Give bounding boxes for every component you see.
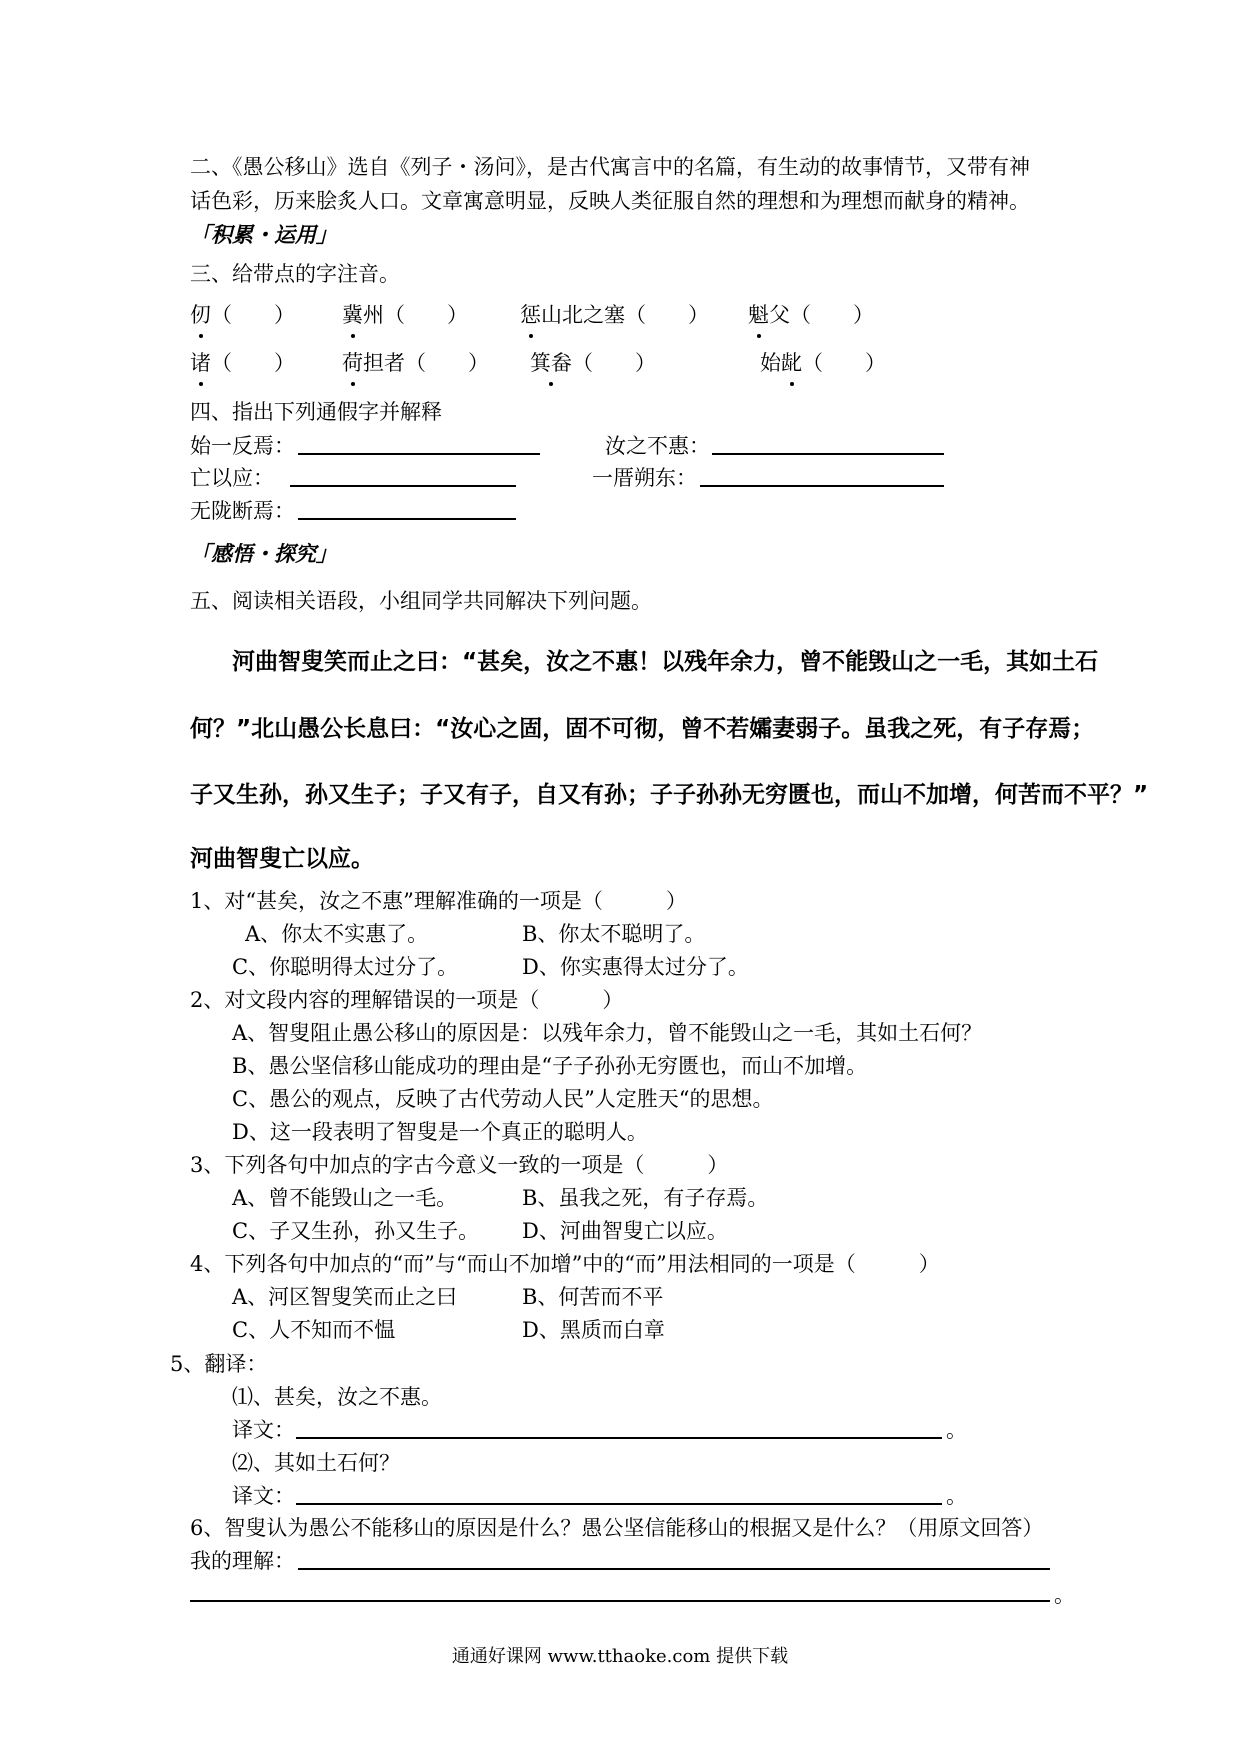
section3-title: 三、给带点的字注音。 [190,262,400,286]
question-5: 5、翻译： [170,1352,268,1376]
heading-accumulate: 「积累・运用」 [190,222,337,247]
section5-title: 五、阅读相关语段，小组同学共同解决下列问题。 [190,589,652,613]
tongjia-item: 始一反焉： [190,434,295,458]
question-2: 2、对文段内容的理解错误的一项是（ ） [190,988,624,1012]
passage-line: 河曲智叟亡以应。 [190,846,374,872]
answer-brackets[interactable]: 担者（ ） [363,351,489,375]
passage-line: 子又生孙，孙又生子；子又有子，自又有孙；子子孙孙无穷匮也，而山不加增，何苦而不平？” [190,782,1149,808]
pinyin-item [520,300,709,330]
dotted-char: 冀 [342,300,363,330]
dotted-char: 诸 [190,348,211,378]
pinyin-item [190,348,295,378]
option-a[interactable]: A、曾不能毁山之一毛。 [232,1186,458,1210]
answer-blank[interactable] [290,485,516,487]
translation-label: 译文： [232,1484,295,1508]
prefix-char: 始 [760,351,781,375]
period: 。 [946,1418,967,1442]
option-b[interactable]: B、你太不聪明了。 [522,922,706,946]
dotted-char: 荷 [342,348,363,378]
question-6: 6、智叟认为愚公不能移山的原因是什么？愚公坚信能移山的根据又是什么？（用原文回答） [190,1516,1044,1540]
option-d[interactable]: D、这一段表明了智叟是一个真正的聪明人。 [232,1120,648,1144]
answer-brackets[interactable]: 山北之塞（ ） [541,303,709,327]
option-b[interactable]: B、虽我之死，有子存焉。 [522,1186,769,1210]
pinyin-item [748,300,874,330]
option-d[interactable]: D、你实惠得太过分了。 [522,955,749,979]
tongjia-item: 无陇断焉： [190,499,295,523]
passage-line: 河曲智叟笑而止之曰：“甚矣，汝之不惠！以残年余力，曾不能毁山之一毛，其如土石 [232,649,1099,675]
pinyin-item [342,300,468,330]
answer-blank[interactable] [700,485,944,487]
passage-line: 何？”北山愚公长息曰：“汝心之固，固不可彻，曾不若孀妻弱子。虽我之死，有子存焉； [190,716,1095,742]
translation-blank[interactable] [296,1437,942,1439]
pinyin-item [760,348,886,378]
answer-brackets[interactable]: 州（ ） [363,303,468,327]
dotted-char: 龀 [781,348,802,378]
section2-line1: 二、《愚公移山》选自《列子・汤问》，是古代寓言中的名篇，有生动的故事情节，又带有神 [190,155,1030,179]
option-c[interactable]: C、人不知而不愠 [232,1318,396,1342]
dotted-char: 魁 [748,300,769,330]
period: 。 [946,1484,967,1508]
option-d[interactable]: D、黑质而白章 [522,1318,665,1342]
option-d[interactable]: D、河曲智叟亡以应。 [522,1219,728,1243]
answer-blank[interactable] [298,1568,1050,1570]
answer-brackets[interactable]: （ ） [211,303,295,327]
answer-blank[interactable] [298,518,516,520]
option-a[interactable]: A、河区智叟笑而止之曰 [232,1285,458,1309]
option-b[interactable]: B、愚公坚信移山能成功的理由是“子子孙孙无穷匮也，而山不加增。 [232,1054,868,1078]
translation-label: 译文： [232,1418,295,1442]
dotted-char: 仞 [190,300,211,330]
dotted-char: 箕畚 [530,348,572,378]
answer-brackets[interactable]: （ ） [211,351,295,375]
option-a[interactable]: A、智叟阻止愚公移山的原因是：以残年余力，曾不能毁山之一毛，其如土石何？ [232,1021,983,1045]
question-3: 3、下列各句中加点的字古今意义一致的一项是（ ） [190,1153,729,1177]
tongjia-item: 亡以应： [190,466,274,490]
period: 。 [1054,1583,1075,1607]
pinyin-item [190,300,295,330]
tongjia-item: 一厝朔东： [592,466,697,490]
translation-blank[interactable] [296,1503,942,1505]
heading-explore: 「感悟・探究」 [190,541,337,566]
answer-blank[interactable] [190,1600,1050,1602]
answer-brackets[interactable]: （ ） [802,351,886,375]
option-c[interactable]: C、子又生孙，孙又生子。 [232,1219,480,1243]
answer-blank[interactable] [298,453,540,455]
tongjia-item: 汝之不惠： [605,434,710,458]
answer-brackets[interactable]: （ ） [572,351,656,375]
option-b[interactable]: B、何苦而不平 [522,1285,664,1309]
question-4: 4、下列各句中加点的“而”与“而山不加增”中的“而”用法相同的一项是（ ） [190,1252,940,1276]
understanding-label: 我的理解： [190,1549,295,1573]
section2-line2: 话色彩，历来脍炙人口。文章寓意明显，反映人类征服自然的理想和为理想而献身的精神。 [190,189,1030,213]
answer-blank[interactable] [712,453,944,455]
translate-sentence-1: ⑴、甚矣，汝之不惠。 [232,1385,442,1409]
section4-title: 四、指出下列通假字并解释 [190,400,442,424]
translate-sentence-2: ⑵、其如土石何？ [232,1451,400,1475]
question-1: 1、对“甚矣，汝之不惠”理解准确的一项是（ ） [190,889,687,913]
option-c[interactable]: C、你聪明得太过分了。 [232,955,459,979]
footer-text: 通通好课网 www.tthaoke.com 提供下载 [451,1646,789,1667]
pinyin-item [530,348,656,378]
option-c[interactable]: C、愚公的观点，反映了古代劳动人民”人定胜天“的思想。 [232,1087,774,1111]
dotted-char: 惩 [520,300,541,330]
option-a[interactable]: A、你太不实惠了。 [245,922,429,946]
answer-brackets[interactable]: 父（ ） [769,303,874,327]
pinyin-item [342,348,489,378]
